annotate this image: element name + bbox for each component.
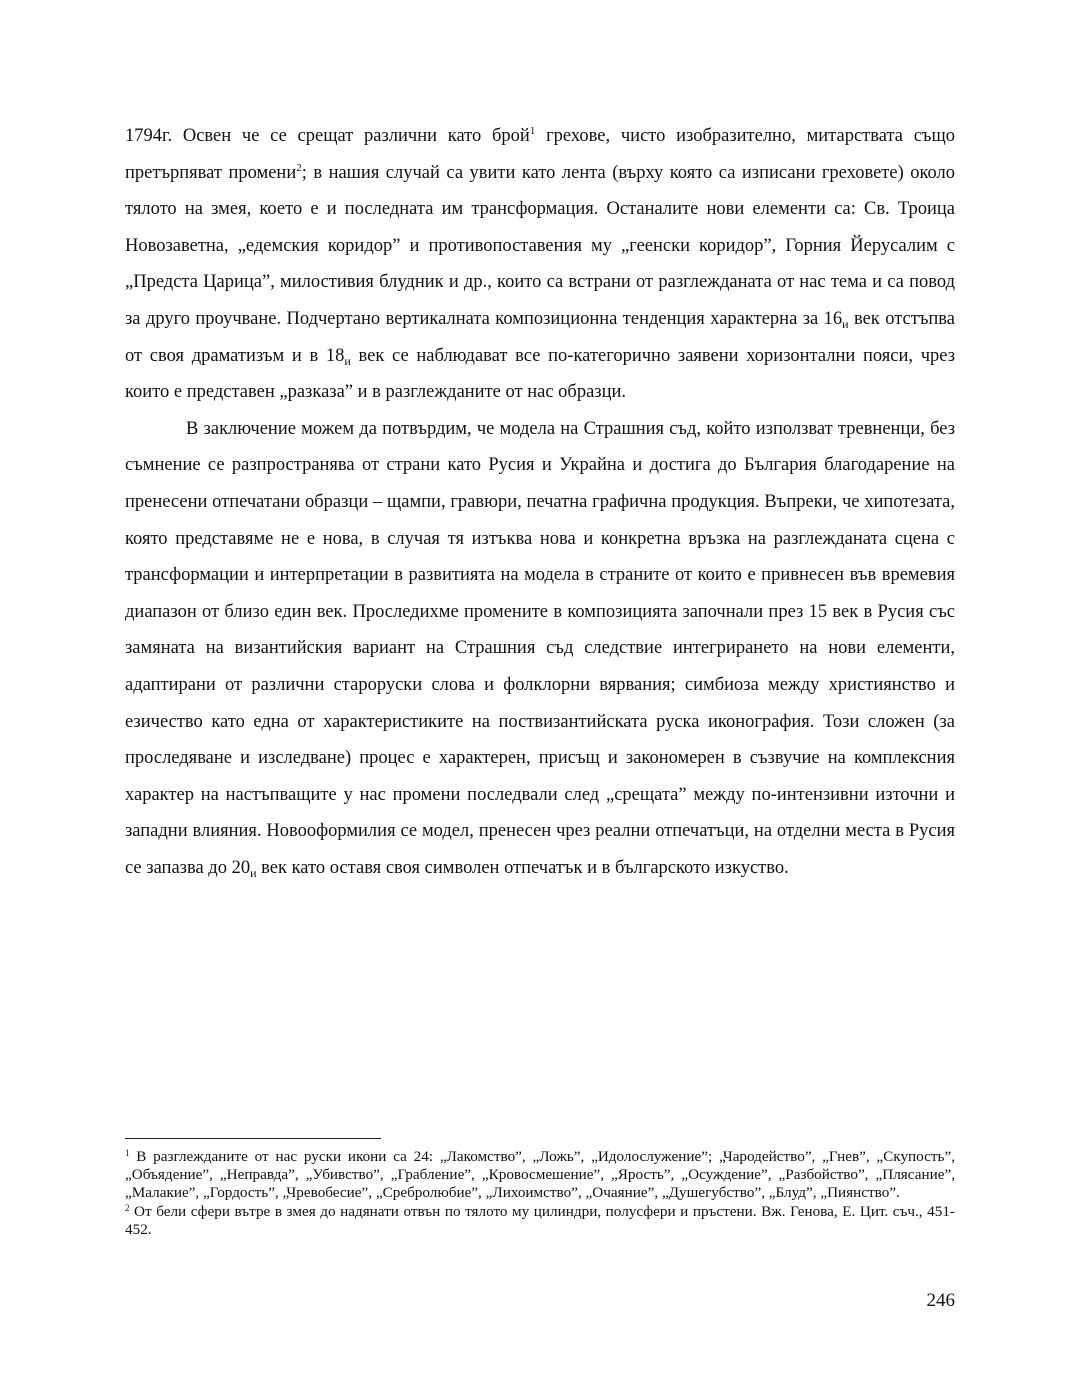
century-suffix: и: [344, 353, 351, 368]
paragraph-1-text-c: ; в нашия случай са увити като лента (върху която са изписани греховете) около тялото на змея, което е и последната им трансформация. Останалите нови елементи са: Св. Троица Новозаветна, „едемския коридор” и противопоставения му „геенски коридор”, Горния Йерусалим с „Предста Царица”, милостивия блудник и др., които са встрани от разглежданата от нас тема и са повод за друго проучване. Подчертано вертикалната композиционна тенденция характерна за 16: [125, 162, 956, 329]
footnote-marker: 2: [125, 1202, 130, 1213]
footnote-marker: 1: [125, 1148, 130, 1158]
paragraph-2-text-a: В заключение можем да потвърдим, че модела на Страшния съд, който използват тревненци, без съмнение се разпространява от страни като Русия и Украйна и достига до България благодарение на пренесени отпечатани образци – щампи, гравюри, печатна графична продукция. Въпреки, че хипотезата, която представяме не е нова, в случая тя изтъква нова и конкретна връзка на разглежданата сцена с трансформации и интерпретации в развитията на модела в страните от които е привнесен във времевия диапазон от близо един век. Проследихме промените в композицията започнали през 15 век в Русия със замяната на византийския вариант на Страшния съд следствие интегрирането на нови елементи, адаптирани от различни староруски слова и фолклорни вярвания; симбиоза между християнство и езичество като една от характеристиките на поствизантийската руска иконография. Този сложен (за проследяване и изследване) процес е характерен, присъщ и закономерен в съзвучие на комплексния характер на настъпващите у нас промени последвали след „срещата” между по-интензивни източни и западни влияния. Новооформилия се модел, пренесен чрез реални отпечатъци, на отделни места в Русия се запазва до 20: [125, 418, 955, 878]
footnote-1: [125, 1148, 955, 1203]
footnote-separator: [125, 1138, 381, 1139]
paragraph-2-text-b: век като оставя своя символен отпечатък и в българското изкуство.: [256, 857, 789, 878]
footnote-text: В разглежданите от нас руски икони са 24: „Лакомство”, „Ложь”, „Идолослужение”; „Чародейство”, „Гнев”, „Скупость”, „Объядение”, „Неправда”, „Убивство”, „Грабление”, „Кровосмешение”, „Ярость”, „Осуждение”, „Разбойство”, „Плясание”, „Малакие”, „Гордость”, „Чревобесие”, „Сребролюбие”, „Лихоимство”, „Очаяние”, „Душегубство”, „Блуд”, „Пиянство”.: [125, 1148, 955, 1202]
paragraph-1-text-e: век се наблюдават все по-категорично заявени хоризонтални пояси, чрез които е представен „разказа” и в разглежданите от нас образци.: [125, 345, 956, 403]
paragraph-1: [125, 118, 955, 411]
main-text: [125, 118, 955, 886]
page-number: 246: [926, 1290, 955, 1311]
footnote-ref-2[interactable]: 2: [296, 161, 302, 174]
paragraph-1-text-d: век отстъпва от своя драматизъм и в 18: [125, 308, 955, 366]
footnote-ref-1[interactable]: 1: [529, 125, 536, 137]
paragraph-2: [125, 411, 955, 887]
paragraph-1-text-a: 1794г. Освен че се срещат различни като брой: [125, 126, 530, 146]
century-suffix: и: [250, 865, 257, 880]
footnotes: [125, 1148, 955, 1239]
century-suffix: и: [842, 316, 849, 331]
footnote-2: [125, 1203, 955, 1239]
footnote-text: От бели сфери вътре в змея до надянати отвън по тялото му цилиндри, полусфери и пръстени. Вж. Генова, Е. Цит. съч., 451- 452.: [125, 1202, 955, 1238]
paragraph-1-text-b: грехове, чисто изобразително, митарствата също претърпяват промени: [125, 126, 955, 183]
